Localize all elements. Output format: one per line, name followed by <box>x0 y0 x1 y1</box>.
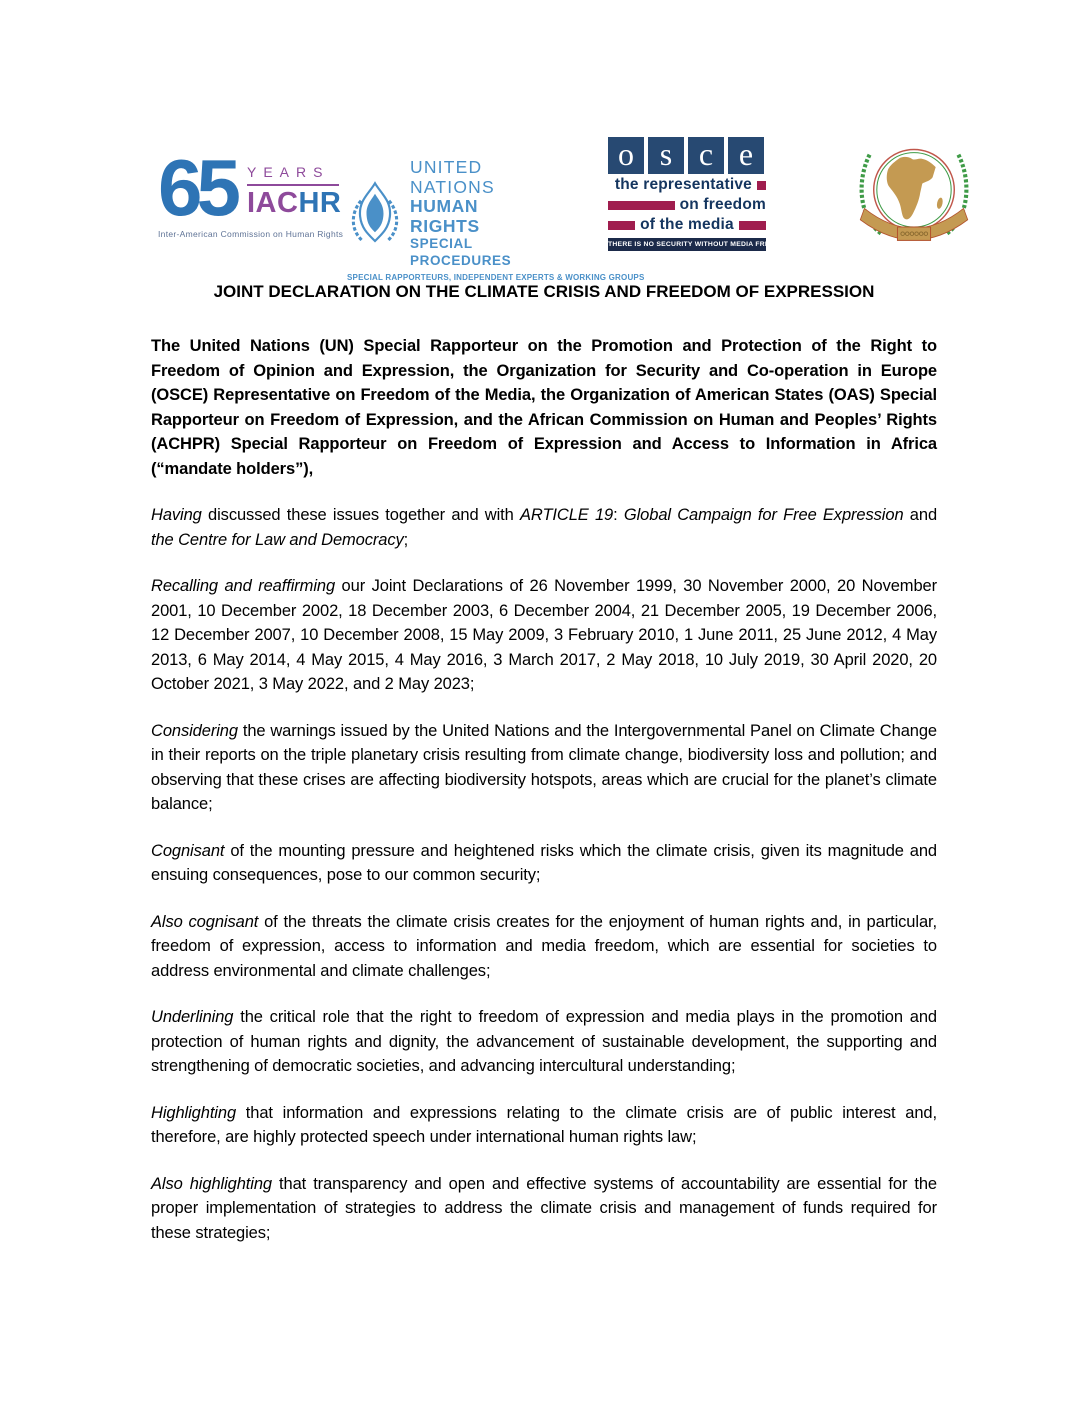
osce-letter: c <box>698 136 714 172</box>
african-union-logo <box>851 138 977 259</box>
un-flame-emblem-icon <box>347 181 403 245</box>
paragraph-lead-italic: Considering <box>151 721 238 740</box>
paragraph <box>151 839 937 888</box>
paragraph-lead-italic: Recalling and reaffirming <box>151 577 336 595</box>
paragraph-text: that information and expressions relating to the climate crisis are of public interest and, therefore, are highly protected speech under international human rights law; <box>151 1103 937 1146</box>
paragraph-text: of the threats the climate crisis creates for the enjoyment of human rights and, in particular, freedom of expression, access to information and media freedom, which are essential for societies to address environmental and climate challenges; <box>151 912 937 980</box>
paragraph <box>151 1005 937 1079</box>
logo-row <box>0 0 1088 282</box>
osce-line-of-the-media <box>608 216 766 234</box>
iachr-rule-divider <box>247 184 339 186</box>
paragraph-text: our Joint Declarations of 26 November 1999, 30 November 2000, 20 November 2001, 10 December 2002, 18 December 2003, 6 December 2004, 21 December 2005, 19 December 2006, 12 December 2007, 10 December 2008, 15 May 2009, 3 February 2010, 1 June 2011, 25 June 2012, 4 May 2013, 6 May 2014, 4 May 2015, 4 May 2016, 3 March 2017, 2 May 2018, 10 July 2019, 30 April 2020, 20 October 2021, 3 May 2022, and 2 May 2023; <box>151 577 937 693</box>
paragraph-text: : <box>613 506 624 524</box>
iachr-years-label: YEARS <box>246 164 330 180</box>
paragraph-lead-italic: the Centre for Law and Democracy <box>151 530 404 549</box>
paragraph <box>151 719 937 817</box>
un-human-rights-logo <box>347 157 645 282</box>
osce-logo <box>608 136 792 251</box>
osce-letter-squares <box>608 137 766 174</box>
iachr-acronym-blue: HR <box>298 187 342 219</box>
paragraph-lead-italic: ARTICLE 19 <box>520 506 614 524</box>
osce-line-representative <box>608 176 766 194</box>
iachr-acronym-purple: IAC <box>246 187 299 219</box>
un-line-united-nations: UNITED NATIONS <box>410 157 495 197</box>
osce-letter-square <box>648 137 684 174</box>
un-logo-wordmark <box>410 158 552 269</box>
paragraph-lead-italic: Also highlighting <box>151 1174 273 1193</box>
paragraph-lead-italic: Underlining <box>151 1008 234 1026</box>
document-content <box>151 281 937 1267</box>
iachr-65-number: 65 <box>158 143 235 232</box>
paragraph-text: The United Nations (UN) Special Rapporteur on the Promotion and Protection of the Right to Freedom of Opinion and Expression, the Organization for Security and Co-operation in Europe (OSCE) Representative on Freedom of the Media, the Organization of American States (OAS) Special Rapporteur on Freedom of Expression, and the African Commission on Human and Peoples’ Rights (ACHPR) Special Rapporteur on Freedom of Expression and Access to Information in Africa (“mandate holders”), <box>151 337 937 478</box>
osce-letter-square <box>688 137 724 174</box>
osce-line1-text: the representative <box>614 176 752 193</box>
paragraph-lead-italic: Also cognisant <box>151 912 259 931</box>
iachr-acronym <box>247 189 341 218</box>
paragraph <box>151 910 937 984</box>
paragraph <box>151 503 937 552</box>
iachr-caption: Inter-American Commission on Human Rights <box>158 229 344 239</box>
paragraph-lead-italic: Cognisant <box>151 841 225 860</box>
document-body <box>151 334 937 1245</box>
african-union-emblem-icon <box>851 138 977 254</box>
osce-maroon-bar <box>608 201 675 210</box>
paragraph-text: the critical role that the right to freedom of expression and media plays in the promotion and protection of human rights and dignity, the advancement of sustainable development, the supporting and strengthening of democratic societies, and advancing intercultural understanding; <box>151 1008 937 1075</box>
osce-letter: e <box>738 136 754 172</box>
paragraph-lead-italic: Global Campaign for Free Expression <box>623 506 904 524</box>
paragraph-text: of the mounting pressure and heightened risks which the climate crisis, given its magnitude and ensuing consequences, pose to our common security; <box>151 841 937 884</box>
osce-letter: s <box>659 136 673 172</box>
paragraph-text: and <box>903 506 938 524</box>
un-line-human-rights: HUMAN RIGHTS <box>410 196 480 236</box>
paragraph-text: the warnings issued by the United Nations and the Intergovernmental Panel on Climate Change in their reports on the triple planetary crisis resulting from climate change, biodiversity loss and pollution; and observing that these crises are affecting biodiversity hotspots, areas which are crucial for the planet’s climate balance; <box>151 721 937 813</box>
un-caption: SPECIAL RAPPORTEURS, INDEPENDENT EXPERTS & WORKING GROUPS <box>347 272 645 282</box>
paragraph-lead-italic: Highlighting <box>151 1103 237 1122</box>
osce-line3-text: of the media <box>640 216 734 233</box>
osce-line-on-freedom <box>608 196 766 214</box>
un-line-special-procedures: SPECIAL PROCEDURES <box>410 236 512 268</box>
paragraph-text: that transparency and open and effective systems of accountability are essential for the proper implementation of strategies to address the climate crisis and management of funds required for these strategies; <box>151 1174 937 1242</box>
osce-maroon-square <box>757 181 766 190</box>
page-title: JOINT DECLARATION ON THE CLIMATE CRISIS AND FREEDOM OF EXPRESSION <box>213 282 875 301</box>
iachr-65-logo <box>158 143 344 239</box>
iachr-logo-text <box>247 156 341 218</box>
osce-letter-square <box>608 137 644 174</box>
osce-letter: o <box>618 136 634 172</box>
paragraph <box>151 1101 937 1150</box>
osce-maroon-bar <box>739 221 766 230</box>
osce-tagline: THERE IS NO SECURITY WITHOUT MEDIA FREEDOM <box>608 238 766 251</box>
paragraph <box>151 574 937 697</box>
paragraph-text: ; <box>403 530 409 549</box>
paragraph-lead-italic: Having <box>151 506 202 524</box>
paragraph <box>151 334 937 481</box>
iachr-logo-top <box>158 143 342 232</box>
paragraph-text: discussed these issues together and with <box>201 506 521 524</box>
osce-line2-text: on freedom <box>679 196 766 213</box>
osce-maroon-bar <box>608 221 635 230</box>
un-logo-main <box>347 158 552 269</box>
osce-letter-square <box>728 137 764 174</box>
paragraph <box>151 1172 937 1246</box>
